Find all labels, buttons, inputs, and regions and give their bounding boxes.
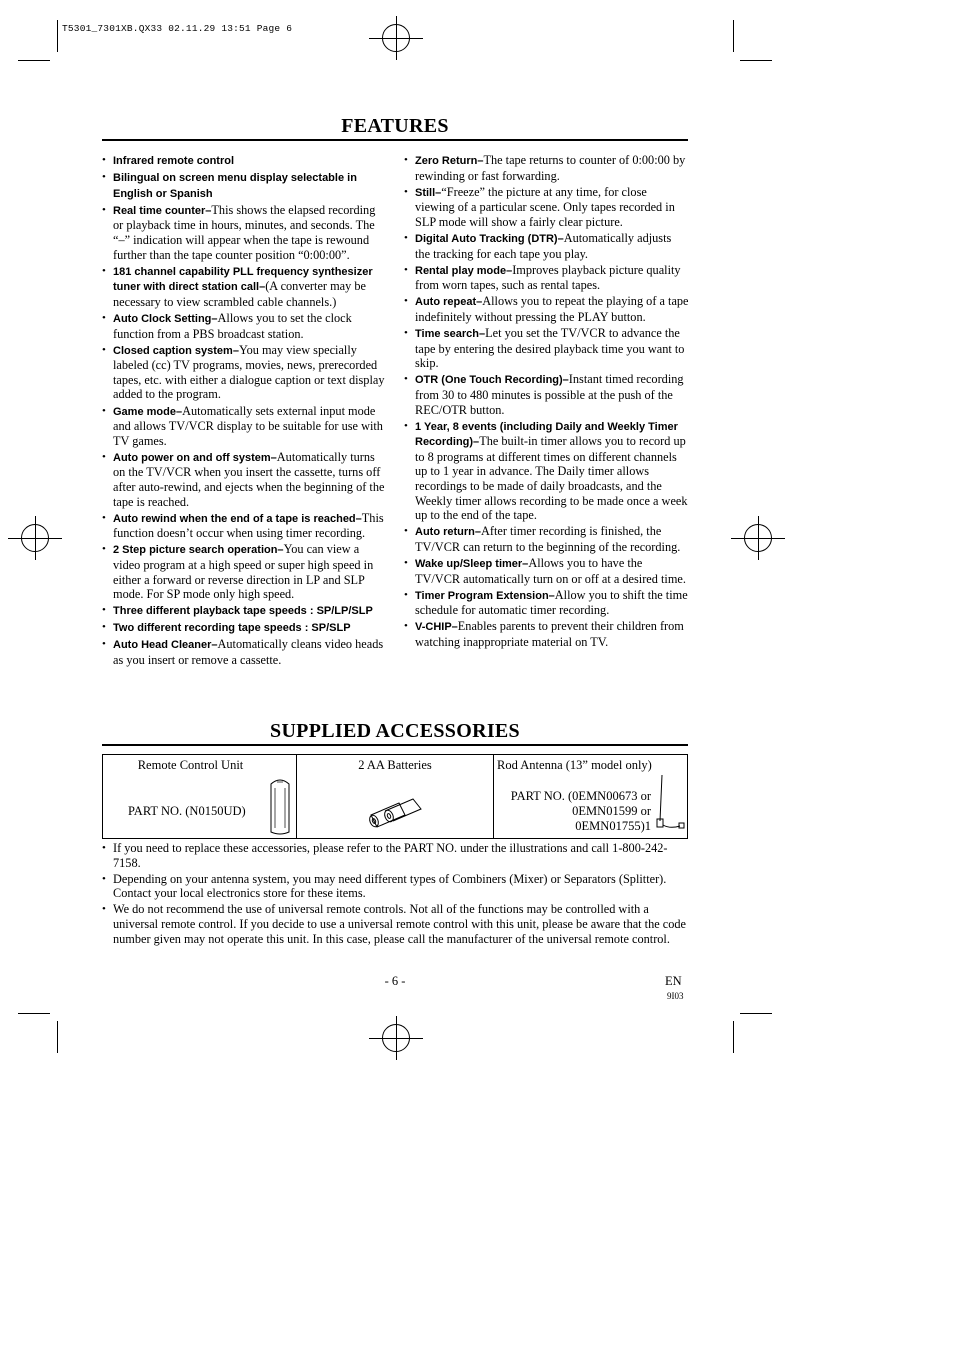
crop-mark	[740, 1013, 772, 1014]
crop-mark	[733, 1021, 734, 1053]
feature-item	[102, 170, 386, 201]
feature-item	[102, 264, 386, 310]
document-code: 9I03	[667, 991, 684, 1001]
feature-description: Allows you to repeat the playing of a tape indefinitely without pressing the PLAY button.	[415, 294, 689, 324]
part-number-line: 0EMN01599 or	[572, 804, 651, 818]
accessory-remote-cell	[103, 755, 297, 839]
feature-item	[102, 203, 386, 262]
feature-term: Auto Head Cleaner–	[113, 639, 218, 652]
feature-description: Instant timed recording from 30 to 480 minutes is possible at the push of the REC/OTR button.	[415, 372, 684, 417]
feature-description: Let you set the TV/VCR to advance the tape by entering the desired playback time you want to skip.	[415, 326, 685, 371]
feature-term: Timer Program Extension–	[415, 589, 555, 602]
accessories-title: SUPPLIED ACCESSORIES	[270, 720, 520, 742]
feature-description: After timer recording is finished, the TV/VCR can return to the beginning of the recording.	[415, 524, 681, 554]
part-number	[511, 789, 651, 834]
registration-mark-icon	[21, 524, 49, 552]
feature-term: Wake up/Sleep timer–	[415, 557, 529, 570]
feature-item	[102, 603, 386, 619]
feature-term: 2 Step picture search operation–	[113, 544, 284, 557]
feature-term: 1 Year, 8 events (including Daily and Weekly Timer Recording)–	[415, 420, 678, 449]
crop-mark	[18, 1013, 50, 1014]
feature-term: Auto Clock Setting–	[113, 312, 218, 325]
feature-description: Enables parents to prevent their children from watching inappropriate material on TV.	[415, 619, 684, 649]
features-list-right	[404, 153, 689, 651]
feature-item	[404, 619, 689, 649]
feature-description: Allows you to set the clock function from a PBS broadcast station.	[113, 310, 352, 341]
accessories-table	[102, 754, 688, 839]
feature-term: Closed caption system–	[113, 344, 239, 357]
feature-term: Digital Auto Tracking (DTR)–	[415, 232, 564, 245]
accessory-label: Rod Antenna (13” model only)	[497, 758, 652, 772]
feature-item	[102, 542, 386, 601]
feature-item	[404, 326, 689, 371]
feature-term: Auto rewind when the end of a tape is reached–	[113, 512, 362, 525]
feature-description: The tape returns to counter of 0:00:00 by rewinding or fast forwarding.	[415, 153, 686, 183]
crop-mark	[57, 1021, 58, 1053]
registration-mark-icon	[382, 1024, 410, 1052]
battery-icon	[365, 797, 429, 829]
feature-term: Infrared remote control	[113, 155, 235, 167]
feature-description: “Freeze” the picture at any time, for close viewing of a particular scene. Only tapes recorded in SLP mode will show a fairly clear picture.	[415, 184, 675, 229]
feature-term: Real time counter–	[113, 204, 212, 217]
feature-term: Still–	[415, 186, 442, 199]
features-list-left	[102, 153, 386, 669]
feature-item	[102, 311, 386, 341]
crop-mark	[57, 20, 58, 52]
feature-item	[102, 511, 386, 541]
accessory-antenna-cell	[494, 755, 688, 839]
feature-term: Auto power on and off system–	[113, 451, 277, 464]
feature-description: You may view specially labeled (cc) TV programs, movies, news, prerecorded tapes, etc. with either a dialogue caption or text display added to the program.	[113, 342, 385, 402]
feature-item	[404, 372, 689, 417]
print-slug: T5301_7301XB.QX33 02.11.29 13:51 Page 6	[62, 23, 293, 34]
part-number-line: PART NO. (0EMN00673 or	[510, 789, 651, 803]
feature-item	[404, 153, 689, 183]
remote-control-icon	[268, 776, 292, 836]
feature-description: Allows you to have the TV/VCR automatically turn on or off at a desired time.	[415, 555, 686, 586]
feature-description: (A converter may be necessary to view scrambled cable channels.)	[113, 279, 366, 309]
crop-mark	[18, 60, 50, 61]
feature-description: Automatically cleans video heads as you insert or remove a cassette.	[113, 637, 384, 667]
feature-term: Auto return–	[415, 526, 481, 539]
accessory-label: Remote Control Unit	[137, 758, 244, 772]
feature-description: Allow you to shift the time schedule for automatic timer recording.	[415, 587, 688, 618]
feature-term: 181 channel capability PLL frequency synthesizer tuner with direct station call–	[113, 265, 373, 294]
feature-description: The built-in timer allows you to record up to 8 programs at different times on different channels up to 1 year in advance. The Daily timer allows recordings to be made of daily broadcasts, and the Weekly timer allows recording to be made once a week up to the end of the tape.	[415, 434, 688, 523]
feature-item	[102, 153, 386, 169]
feature-item	[102, 620, 386, 636]
feature-term: Rental play mode–	[415, 264, 513, 277]
feature-item	[404, 419, 689, 523]
feature-description: Improves playback picture quality from worn tapes, such as rental tapes.	[415, 262, 681, 293]
accessory-label: 2 AA Batteries	[358, 758, 432, 772]
feature-term: Time search–	[415, 328, 486, 341]
registration-mark-icon	[744, 524, 772, 552]
feature-term: Game mode–	[113, 405, 183, 418]
note-item: • Depending on your antenna system, you may need different types of Combiners (Mixer) or Separators (Splitter). Contact your local electronics store for these items.	[102, 872, 688, 902]
accessory-notes	[102, 841, 688, 948]
feature-description: This shows the elapsed recording or playback time in hours, minutes, and seconds. The “–” indication will appear when the tape is rewound further than the tape counter position “0:00:00”.	[113, 202, 376, 262]
feature-item	[404, 588, 689, 618]
feature-description: Automatically sets external input mode and allows TV/VCR display to be suitable for use with TV games.	[113, 403, 383, 448]
feature-item	[102, 450, 386, 509]
crop-mark	[733, 20, 734, 52]
accessory-batteries-cell	[297, 755, 494, 839]
feature-description: Automatically adjusts the tracking for each tape you play.	[415, 230, 672, 261]
accessories-rule	[102, 744, 688, 746]
feature-term: OTR (One Touch Recording)–	[415, 374, 569, 387]
language-code: EN	[665, 974, 682, 988]
feature-term: Three different playback tape speeds : SP/LP/SLP	[113, 605, 373, 618]
registration-mark-icon	[382, 24, 410, 52]
note-item: • If you need to replace these accessories, please refer to the PART NO. under the illustrations and call 1-800-242-7158.	[102, 841, 688, 871]
antenna-icon	[654, 773, 686, 835]
page-number: - 6 -	[384, 974, 406, 988]
crop-mark	[740, 60, 772, 61]
feature-term: V-CHIP–	[415, 621, 458, 634]
feature-term: Bilingual on screen menu display selectable in English or Spanish	[113, 172, 357, 200]
feature-item	[404, 294, 689, 324]
features-title: FEATURES	[341, 115, 449, 137]
part-number-line: 0EMN01755)1	[575, 819, 651, 833]
feature-description: This function doesn’t occur when using timer recording.	[113, 510, 384, 541]
note-item: • We do not recommend the use of universal remote controls. Not all of the functions may be controlled with a universal remote control. If you decide to use a universal remote control with this unit, please be aware that the code number given may not operate this unit. In this case, please call the manufacturer of the universal remote control.	[102, 902, 688, 946]
feature-term: Auto repeat–	[415, 296, 483, 309]
feature-term: Two different recording tape speeds : SP/SLP	[113, 622, 351, 635]
part-number: PART NO. (N0150UD)	[128, 804, 246, 818]
feature-description: Automatically turns on the TV/VCR when you insert the cassette, turns off after auto-rewind, and ejects when the beginning of the tape is reached.	[113, 449, 385, 509]
feature-term: Zero Return–	[415, 155, 484, 167]
feature-description: You can view a video program at a high speed or super high speed in either a forward or reverse direction in LP and SLP mode. For SP mode only high speed.	[113, 542, 374, 602]
feature-item	[102, 404, 386, 449]
feature-item	[404, 231, 689, 261]
feature-item	[404, 263, 689, 293]
feature-item	[102, 637, 386, 667]
feature-item	[102, 343, 386, 402]
features-rule	[102, 139, 688, 141]
feature-item	[404, 524, 689, 554]
feature-item	[404, 556, 689, 586]
feature-item	[404, 185, 689, 230]
